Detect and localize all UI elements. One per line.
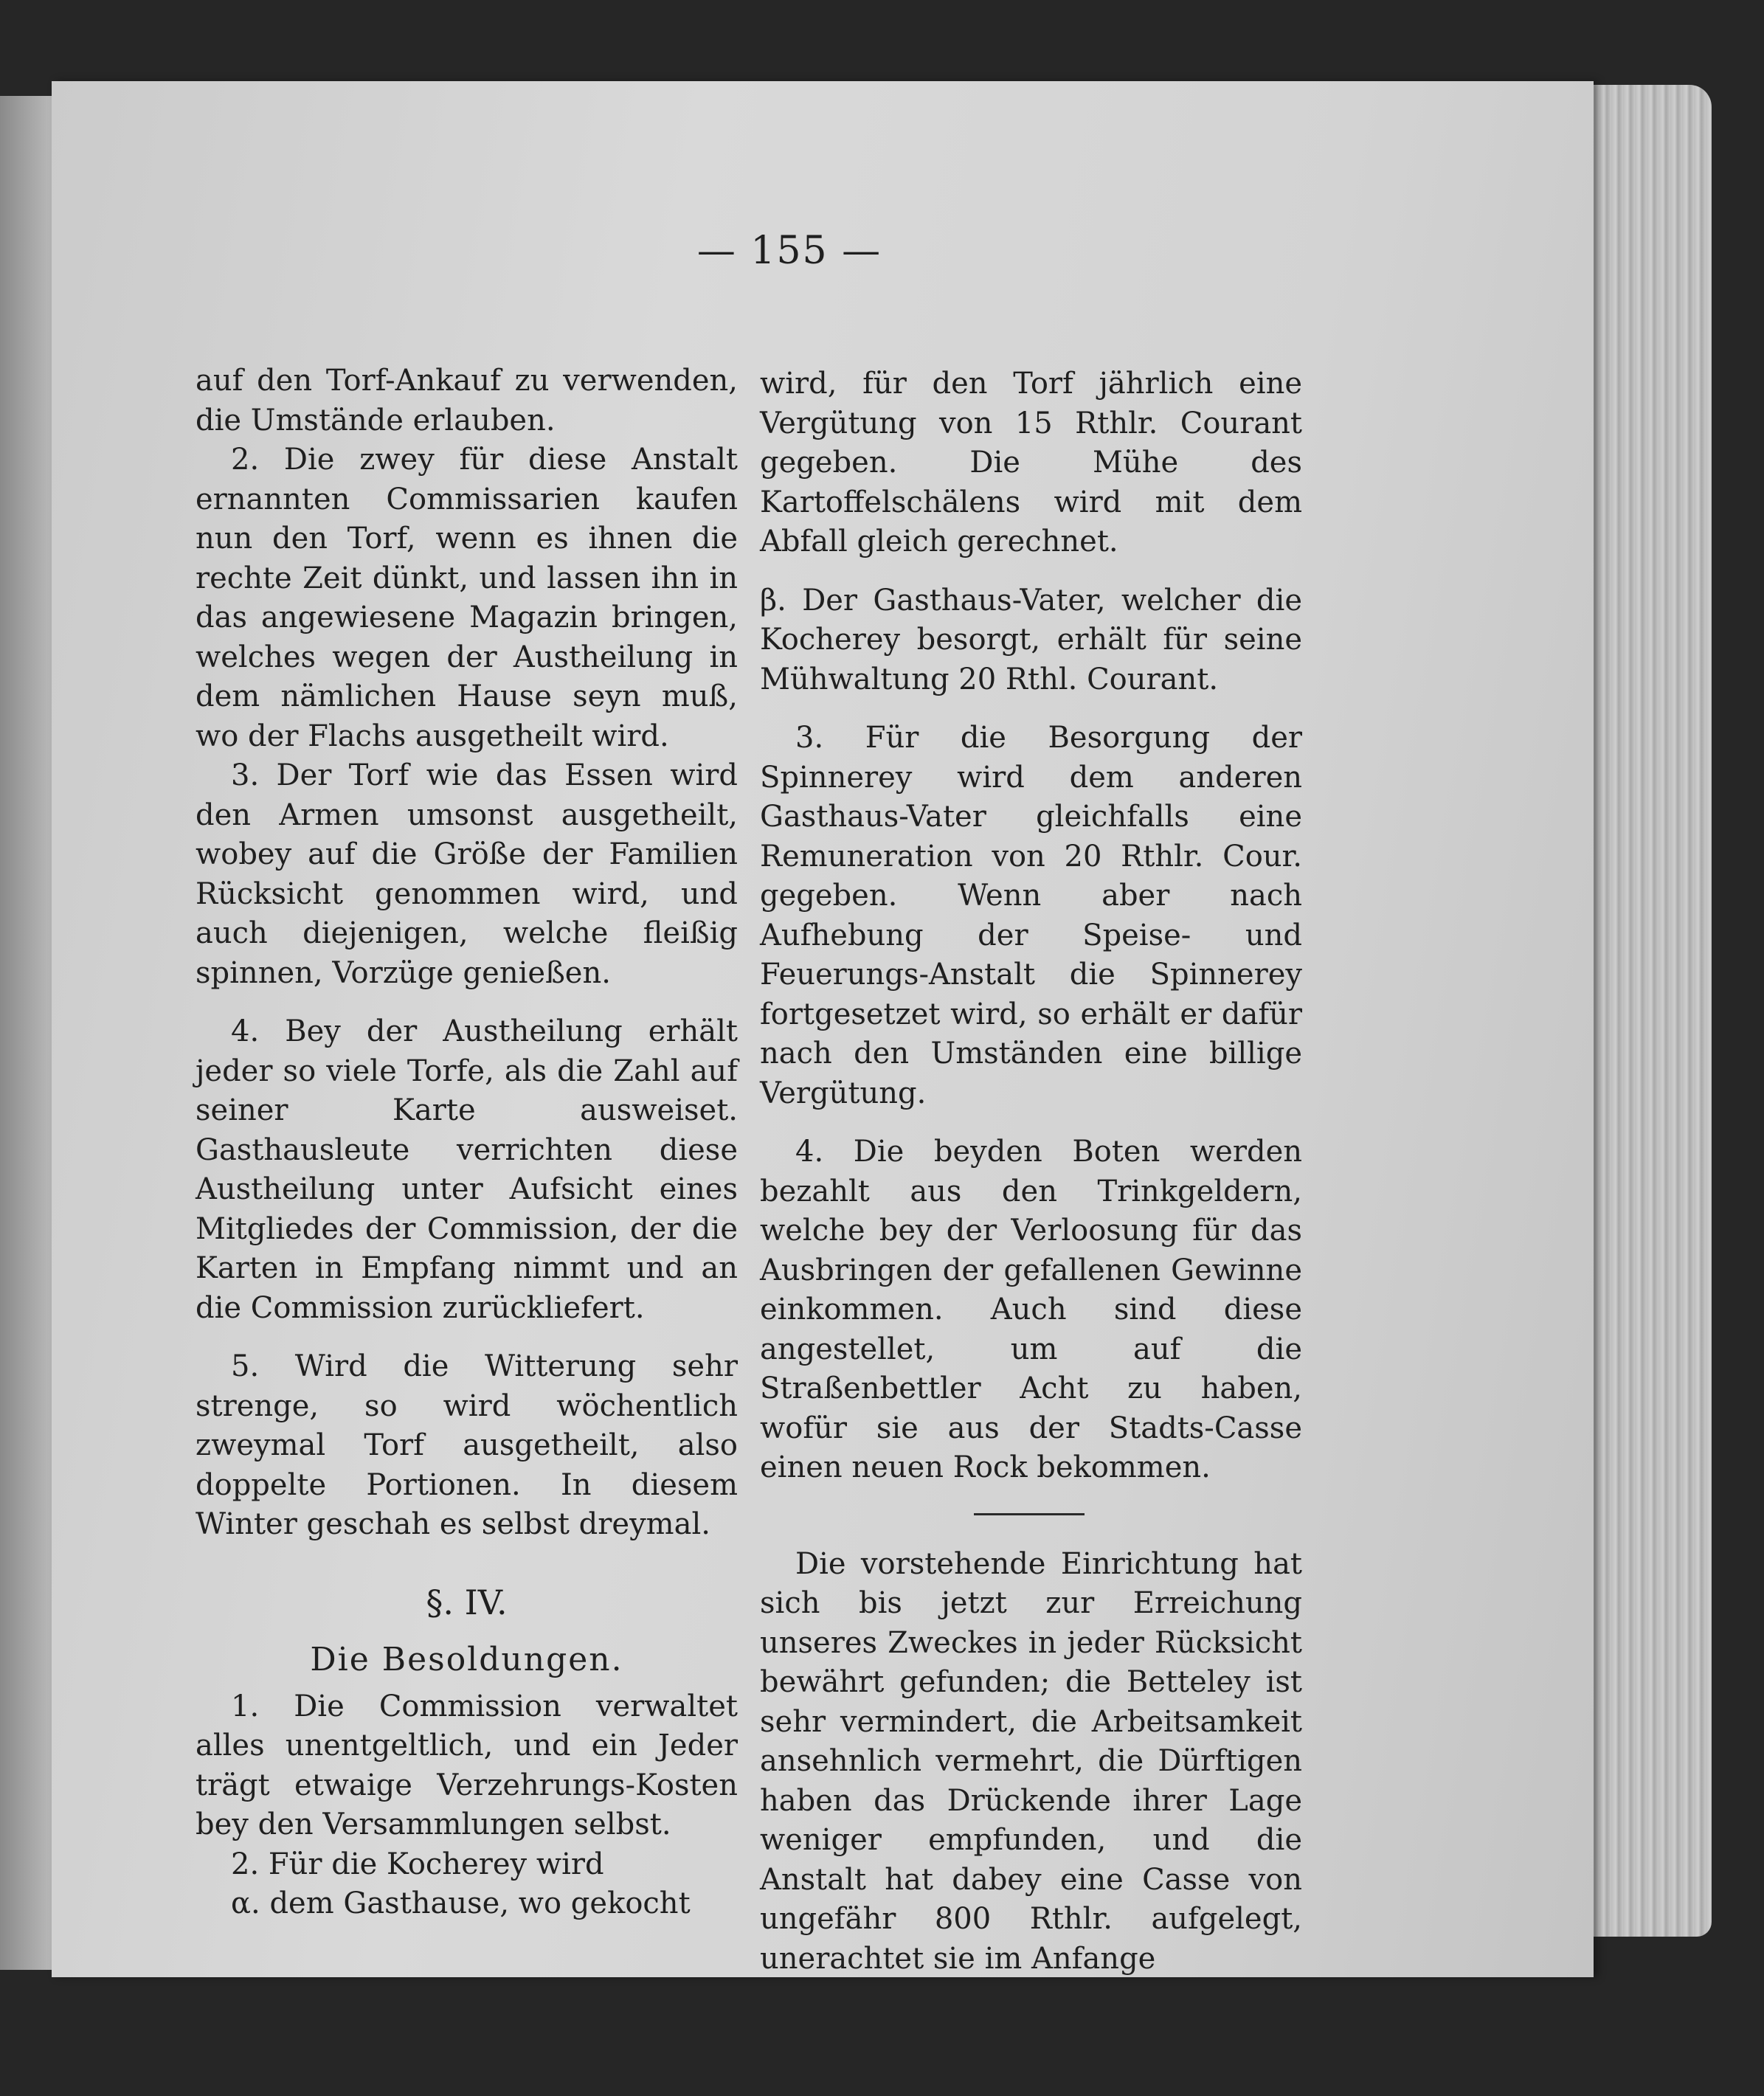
paragraph-item-4-messengers: 4. Die beyden Boten werden bezahlt aus den Trinkgeldern, welche bey der Verloosung für das Ausbringen der gefallenen Gewinne einkommen. Auch sind diese angestellet, um auf die Straßenbettler Acht zu haben, wofür sie aus der Stadts-Casse einen neuen Rock bekommen. bbox=[760, 1135, 1302, 1484]
paragraph-item-3: 3. Der Torf wie das Essen wird den Armen umsonst ausgetheilt, wobey auf die Größe der Familien Rücksicht genommen wird, und auch diejenigen, welche fleißig spinnen, Vorzüge genießen. bbox=[196, 758, 738, 990]
section-heading: §. IV. bbox=[426, 1582, 508, 1622]
right-text-column bbox=[760, 364, 1302, 1979]
left-text-column bbox=[196, 362, 738, 1924]
paragraph-item-4: 4. Bey der Austheilung erhält jeder so viele Torfe, als die Zahl auf seiner Karte ausweiset. Gasthausleute verrichten diese Austheilung unter Aufsicht eines Mitgliedes der Commission, der die Karten in Empfang nimmt und an die Commission zurückliefert. bbox=[196, 1014, 738, 1325]
salary-item-2-alpha: α. dem Gasthause, wo gekocht bbox=[231, 1886, 691, 1920]
section-subtitle: Die Besoldungen. bbox=[310, 1641, 623, 1678]
paragraph-item-5: 5. Wird die Witterung sehr strenge, so wird wöchentlich zweymal Torf ausgetheilt, also doppelte Portionen. In diesem Winter geschah es selbst dreymal. bbox=[196, 1349, 738, 1541]
paragraph-item-3-spinning: 3. Für die Besorgung der Spinnerey wird dem anderen Gasthaus-Vater gleichfalls eine Remuneration von 20 Rthlr. Cour. gegeben. Wenn aber nach Aufhebung der Speise- und Feuerungs-Anstalt die Spinnerey fortgesetzet wird, so erhält er dafür nach den Umständen eine billige Vergütung. bbox=[760, 721, 1302, 1110]
separator-rule bbox=[974, 1513, 1085, 1515]
salary-item-1: 1. Die Commission verwaltet alles unentgeltlich, und ein Jeder trägt etwaige Verzehrungs-Kosten bey den Versammlungen selbst. bbox=[196, 1689, 738, 1841]
salary-item-2: 2. Für die Kocherey wird bbox=[231, 1847, 604, 1881]
paragraph-beta: β. Der Gasthaus-Vater, welcher die Kocherey besorgt, erhält für seine Mühwaltung 20 Rthl. Courant. bbox=[760, 583, 1302, 696]
paragraph-item-2: 2. Die zwey für diese Anstalt ernannten Commissarien kaufen nun den Torf, wenn es ihnen die rechte Zeit dünkt, und lassen ihn in das angewiesene Magazin bringen, welches wegen der Austheilung in dem nämlichen Hause seyn muß, wo der Flachs ausgetheilt wird. bbox=[196, 443, 738, 753]
page-number: — 155 — bbox=[696, 229, 882, 273]
paragraph-alpha-continuation: wird, für den Torf jährlich eine Vergütung von 15 Rthlr. Courant gegeben. Die Mühe des Kartoffelschälens wird mit dem Abfall gleich gerechnet. bbox=[760, 367, 1302, 558]
book-page bbox=[52, 81, 1594, 1977]
closing-paragraph: Die vorstehende Einrichtung hat sich bis jetzt zur Erreichung unseres Zweckes in jeder Rücksicht bewährt gefunden; die Betteley ist sehr vermindert, die Arbeitsamkeit ansehnlich vermehrt, die Dürftigen haben das Drückende ihrer Lage weniger empfunden, und die Anstalt hat dabey eine Casse von ungefähr 800 Rthlr. aufgelegt, unerachtet sie im Anfange bbox=[760, 1546, 1302, 1976]
facing-page-edge bbox=[0, 96, 52, 1970]
paragraph-continuation: auf den Torf-Ankauf zu verwenden, die Umstände erlauben. bbox=[196, 364, 738, 437]
